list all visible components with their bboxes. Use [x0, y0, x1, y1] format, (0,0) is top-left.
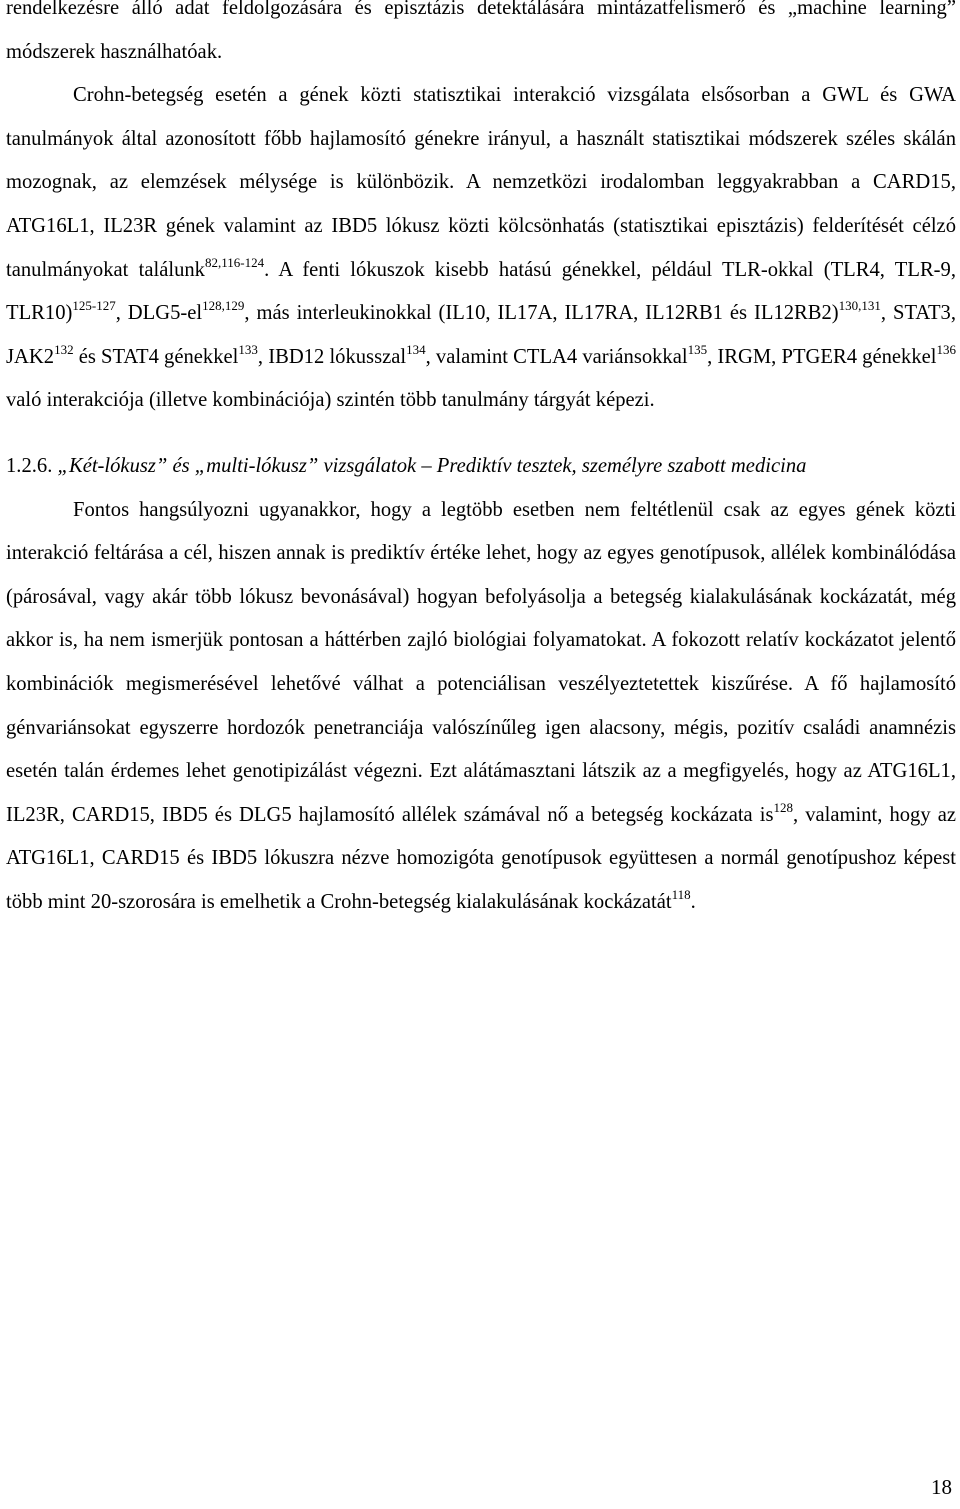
text-run: , más interleukinokkal (IL10, IL17A, IL17RA, IL12RB1 és IL12RB2): [244, 302, 839, 325]
paragraph-predictive-tests: [6, 489, 956, 925]
page-number: 18: [931, 1475, 952, 1499]
citation-ref: 135: [687, 341, 708, 357]
citation-ref: 128: [773, 799, 793, 815]
text-run: és STAT4 génekkel: [73, 345, 239, 368]
section-number: 1.2.6.: [6, 454, 53, 477]
text-run: . A fenti lókuszok kisebb hatású génekkel, például TLR-okkal (TLR4, TLR-9, TLR10): [6, 258, 956, 325]
section-heading: [6, 445, 956, 489]
citation-ref: 125-127: [72, 298, 116, 314]
section-title: „Két-lókusz” és „multi-lókusz” vizsgálatok – Prediktív tesztek, személyre szabott medicina: [57, 454, 807, 477]
citation-ref: 136: [936, 341, 957, 357]
citation-ref: 132: [54, 341, 74, 357]
text-run: , valamint CTLA4 variánsokkal: [425, 345, 688, 368]
text-run: Crohn-betegség esetén a gének közti statisztikai interakció vizsgálata elsősorban a GWL és GWA tanulmányok által azonosított főbb hajlamosító génekre irányul, a használt statisztikai módszerek széles skálán mozognak, az elemzések mélysége is különbözik. A nemzetközi irodalomban leggyakrabban a CARD15, ATG16L1, IL23R gének valamint az IBD5 lókusz közti kölcsönhatás (statisztikai episztázis) felderítését célzó tanulmányokat találunk: [6, 84, 956, 281]
document-page: [6, 0, 956, 924]
text-run: Fontos hangsúlyozni ugyanakkor, hogy a legtöbb esetben nem feltétlenül csak az egyes gének közti interakció feltárása a cél, hiszen annak is prediktív értéke lehet, hogy az egyes genotípusok, allélek kombinálódása (párosával, vagy akár több lókusz bevonásával) hogyan befolyásolja a betegség kialakulásának kockázatát, még akkor is, ha nem ismerjük pontosan a háttérben zajló biológiai folyamatokat. A fokozott relatív kockázatot jelentő kombinációk megismerésével lehetővé válhat a potenciálisan veszélyeztetettek kiszűrése. A fő hajlamosító génvariánsokat egyszerre hordozók penetranciája valószínűleg igen alacsony, mégis, pozitív családi anamnézis esetén talán érdemes lehet genotipizálást végezni. Ezt alátámasztani látszik az a megfigyelés, hogy az ATG16L1, IL23R, CARD15, IBD5 és DLG5 hajlamosító allélek számával nő a betegség kockázata is: [6, 498, 956, 826]
text-run: , IRGM, PTGER4 génekkel: [707, 345, 937, 368]
citation-ref: 130,131: [838, 298, 881, 314]
paragraph-intro-end: rendelkezésre álló adat feldolgozására és episztázis detektálására mintázatfelismerő és „machine learning” módszerek használhatóak.: [6, 0, 956, 63]
text-run: .: [690, 890, 696, 913]
text-run: , STAT3, JAK2: [6, 302, 957, 368]
text-run: való interakciója (illetve kombinációja) szintén több tanulmány tárgyát képezi.: [6, 389, 655, 412]
text-run: , IBD12 lókusszal: [257, 345, 407, 368]
citation-ref: 134: [406, 341, 426, 357]
paragraph-crohn-interactions: [6, 74, 956, 423]
text-run: , valamint, hogy az ATG16L1, CARD15 és IBD5 lókuszra nézve homozigóta genotípusok együttesen a normál genotípushoz képest több mint 20-szorosára is emelhetik a Crohn-betegség kialakulásának kockázatát: [6, 803, 956, 913]
text-run: , DLG5-el: [115, 302, 203, 325]
citation-ref: 133: [238, 341, 258, 357]
citation-ref: 118: [671, 886, 691, 902]
citation-ref: 82,116-124: [204, 254, 265, 270]
citation-ref: 128,129: [202, 298, 245, 314]
